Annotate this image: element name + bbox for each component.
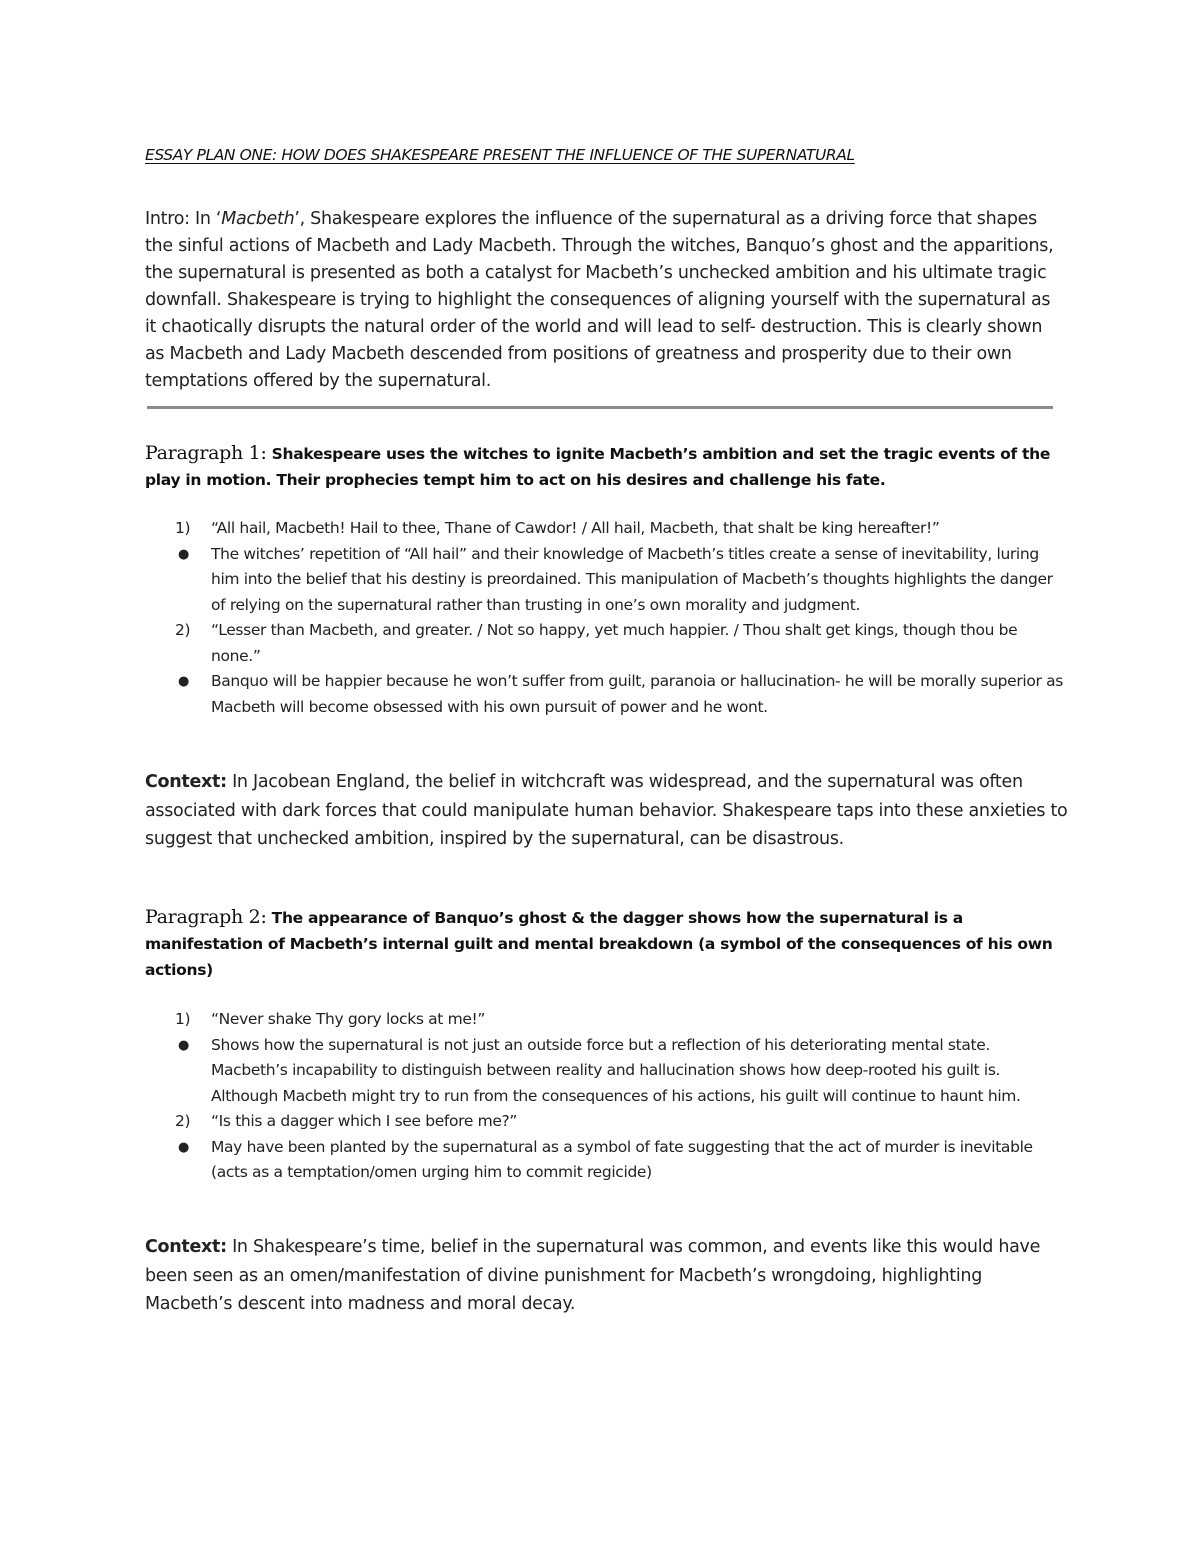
list-item: [145, 669, 1070, 720]
list-item-text: “Never shake Thy gory locks at me!”: [211, 1010, 486, 1028]
list-item-text: May have been planted by the supernatural as a symbol of fate suggesting that the act of murder is inevitable (acts as a temptation/omen urging him to commit regicide): [211, 1137, 1033, 1181]
paragraph-2-heading-text: The appearance of Banquo’s ghost & the dagger shows how the supernatural is a manifestation of Macbeth’s internal guilt and mental breakdown (a symbol of the consequences of his own actions): [145, 909, 1053, 979]
paragraph-2-points: [145, 1007, 1070, 1186]
paragraph-2-context: [145, 1233, 1070, 1319]
context-label: Context:: [145, 1237, 227, 1257]
context-label: Context:: [145, 772, 227, 792]
list-item: [145, 516, 1070, 542]
list-item-text: The witches’ repetition of “All hail” and their knowledge of Macbeth’s titles create a sense of inevitability, luring him into the belief that his destiny is preordained. This manipulation of Macbeth’s thoughts highlights the danger of relying on the supernatural rather than trusting in one’s own morality and judgment.: [211, 544, 1053, 614]
context-text: In Jacobean England, the belief in witchcraft was widespread, and the supernatural was often associated with dark forces that could manipulate human behavior. Shakespeare taps into these anxieties to suggest that unchecked ambition, inspired by the supernatural, can be disastrous.: [145, 772, 1068, 849]
horizontal-divider: [147, 406, 1053, 409]
list-item-text: “Lesser than Macbeth, and greater. / Not so happy, yet much happier. / Thou shalt get kings, though thou be none.”: [211, 621, 1018, 665]
bullet-icon: ●: [178, 1139, 189, 1155]
list-item: [145, 618, 1070, 669]
intro-body: ’, Shakespeare explores the influence of the supernatural as a driving force that shapes the sinful actions of Macbeth and Lady Macbeth. Through the witches, Banquo’s ghost and the apparitions, the supernatural is presented as both a catalyst for Macbeth’s unchecked ambition and his ultimate tragic downfall. Shakespeare is trying to highlight the consequences of aligning yourself with the supernatural as it chaotically disrupts the natural order of the world and will lead to self- destruction. This is clearly shown as Macbeth and Lady Macbeth descended from positions of greatness and prosperity due to their own temptations offered by the supernatural.: [145, 209, 1054, 391]
paragraph-2-heading: [145, 904, 1070, 983]
list-item-text: Shows how the supernatural is not just an outside force but a reflection of his deteriorating mental state. Macbeth’s incapability to distinguish between reality and hallucination shows how deep-rooted his guilt is. Although Macbeth might try to run from the consequences of his actions, his guilt will continue to haunt him.: [211, 1035, 1021, 1105]
intro-lead: In ‘: [189, 209, 222, 229]
context-text: In Shakespeare’s time, belief in the supernatural was common, and events like this would have been seen as an omen/manifestation of divine punishment for Macbeth’s wrongdoing, highlighting Macbeth’s descent into madness and moral decay.: [145, 1237, 1041, 1314]
list-marker: 1): [175, 519, 191, 537]
paragraph-1-points: [145, 516, 1070, 720]
intro-label: Intro:: [145, 209, 190, 229]
list-marker: 1): [175, 1010, 191, 1028]
bullet-icon: ●: [178, 1037, 189, 1053]
list-item-text: “All hail, Macbeth! Hail to thee, Thane of Cawdor! / All hail, Macbeth, that shalt be king hereafter!”: [211, 519, 940, 537]
intro-paragraph: [145, 206, 1065, 395]
list-marker: 2): [175, 621, 191, 639]
paragraph-1-context: [145, 768, 1070, 854]
paragraph-1-heading: [145, 440, 1070, 493]
paragraph-1-label: Paragraph 1:: [145, 442, 267, 464]
paragraph-1-heading-text: Shakespeare uses the witches to ignite Macbeth’s ambition and set the tragic events of the play in motion. Their prophecies tempt him to act on his desires and challenge his fate.: [145, 445, 1051, 489]
list-item-text: “Is this a dagger which I see before me?”: [211, 1112, 518, 1130]
list-item: [145, 1007, 1070, 1033]
paragraph-2-label: Paragraph 2:: [145, 906, 267, 928]
list-item: [145, 542, 1070, 619]
essay-title: ESSAY PLAN ONE: HOW DOES SHAKESPEARE PRESENT THE INFLUENCE OF THE SUPERNATURAL: [145, 146, 855, 164]
bullet-icon: ●: [178, 546, 189, 562]
list-item: [145, 1109, 1070, 1135]
list-marker: 2): [175, 1112, 191, 1130]
list-item: [145, 1135, 1070, 1186]
list-item-text: Banquo will be happier because he won’t suffer from guilt, paranoia or hallucination- he will be morally superior as Macbeth will become obsessed with his own pursuit of power and he wont.: [211, 672, 1063, 716]
list-item: [145, 1033, 1070, 1110]
bullet-icon: ●: [178, 674, 189, 689]
play-title: Macbeth: [221, 209, 295, 229]
